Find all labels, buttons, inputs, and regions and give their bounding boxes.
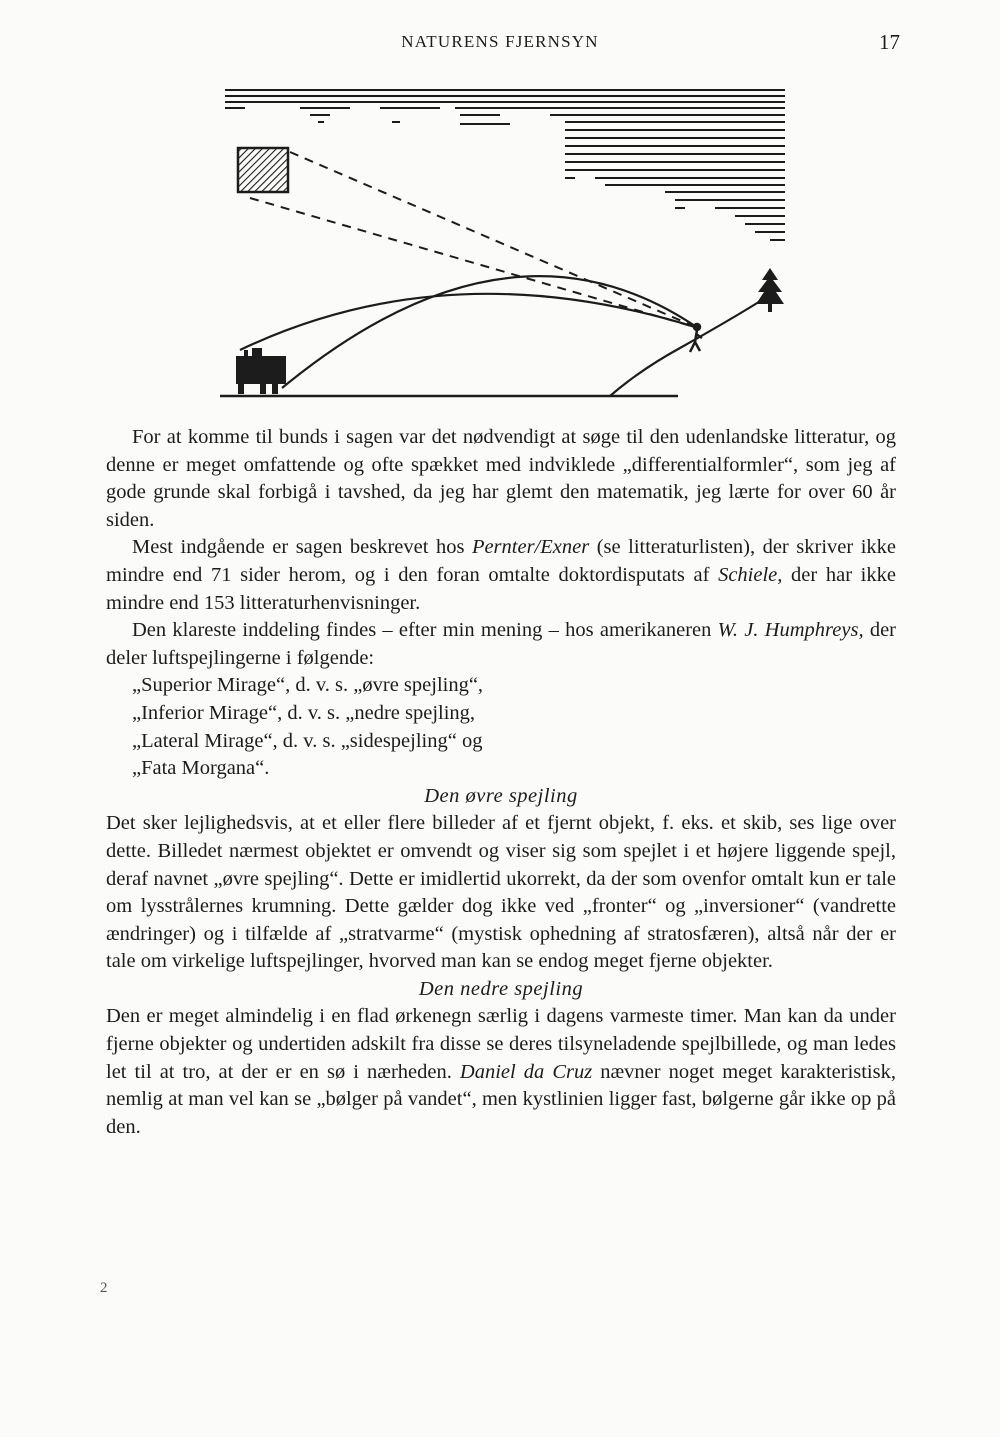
- mirage-illustration: [210, 80, 810, 410]
- list-item: „Inferior Mirage“, d. v. s. „nedre spejling,: [132, 701, 476, 724]
- running-title: NATURENS FJERNSYN: [401, 32, 599, 51]
- observer-figure: [690, 324, 702, 352]
- paragraph-5-text: Den er meget almindelig i en flad ørkenegn særlig i dagens varmeste timer. Man kan da under fjerne objekter og undertiden adskilt fra disse se deres tilsyneladende spejlbillede, og man ledes let til at tro, at der er en sø i nærheden.: [106, 1005, 896, 1083]
- section-heading-lower-mirage: Den nedre spejling: [418, 977, 584, 1000]
- ship-object: [236, 348, 286, 394]
- list-item: „Lateral Mirage“, d. v. s. „sidespejling“ og: [132, 729, 483, 752]
- section-heading-upper-mirage: Den øvre spejling: [424, 784, 578, 807]
- paragraph-3-text: Den klareste inddeling findes – efter min mening – hos amerikaneren: [132, 619, 718, 642]
- signature-mark: 2: [100, 1280, 108, 1296]
- tree-icon: [756, 268, 784, 312]
- curved-light-ray-upper: [240, 294, 698, 350]
- paragraph-2-text-mid: (se litteraturlisten), der skriver ikke mindre end 71 sider herom, og i den foran omtalte doktordisputats af: [106, 536, 896, 586]
- page-number: 17: [879, 30, 900, 54]
- paragraph-2-text-end: der har ikke mindre end 153 litteraturhenvisninger.: [106, 563, 896, 614]
- running-header: [0, 32, 1000, 60]
- paragraph-3: [106, 617, 896, 672]
- paragraph-5-text-end: nævner noget meget karakteristisk, nemlig at man vel kan se „bølger på vandet“, men kystlinien ligger fast, bølgerne går ikke op på den.: [106, 1060, 896, 1138]
- author-pernter-exner: Pernter/Exner: [471, 536, 590, 559]
- paragraph-3-text-end: der deler luftspejlingerne i følgende:: [106, 619, 897, 669]
- list-item: „Superior Mirage“, d. v. s. „øvre spejling“,: [132, 674, 484, 697]
- list-item: „Fata Morgana“.: [132, 757, 270, 780]
- paragraph-5: [106, 1003, 896, 1141]
- author-schiele: Schiele,: [718, 563, 783, 586]
- paragraph-2: [106, 534, 896, 617]
- hill: [610, 300, 762, 396]
- author-humphreys: W. J. Humphreys,: [717, 619, 864, 642]
- mirage-ship-image: [238, 148, 288, 192]
- stratified-sky-lines: [225, 90, 785, 240]
- paragraph-1: For at komme til bunds i sagen var det nødvendigt at søge til den udenlandske litteratur, og denne er meget omfattende og ofte spækket med indviklede „differentialformler“, som jeg af gode grunde skal forbigå i tavshed, da jeg har glemt den matematik, jeg lærte for over 60 år siden.: [106, 426, 896, 531]
- paragraph-4: Det sker lejlighedsvis, at et eller flere billeder af et fjernt objekt, f. eks. et skib, ses lige over dette. Billedet nærmest objektet er omvendt og viser sig som spejlet i et højere liggende spejl, deraf navnet „øvre spejling“. Dette er imidlertid ukorrekt, da der som ovenfor omtalt kun er tale om lysstrålernes krumning. Dette gælder dog ikke ved „fronter“ og „inversioner“ (vandrette ændringer) og i tilfælde af „stratvarme“ (mystisk ophedning af stratosfæren), altså når der er tale om virkelige luftspejlinger, hvorved man kan se endog meget fjerne objekter.: [106, 812, 896, 973]
- author-daniel-da-cruz: Daniel da Cruz: [459, 1060, 593, 1083]
- body-text: [106, 424, 896, 1141]
- paragraph-2-text: Mest indgående er sagen beskrevet hos: [132, 536, 472, 559]
